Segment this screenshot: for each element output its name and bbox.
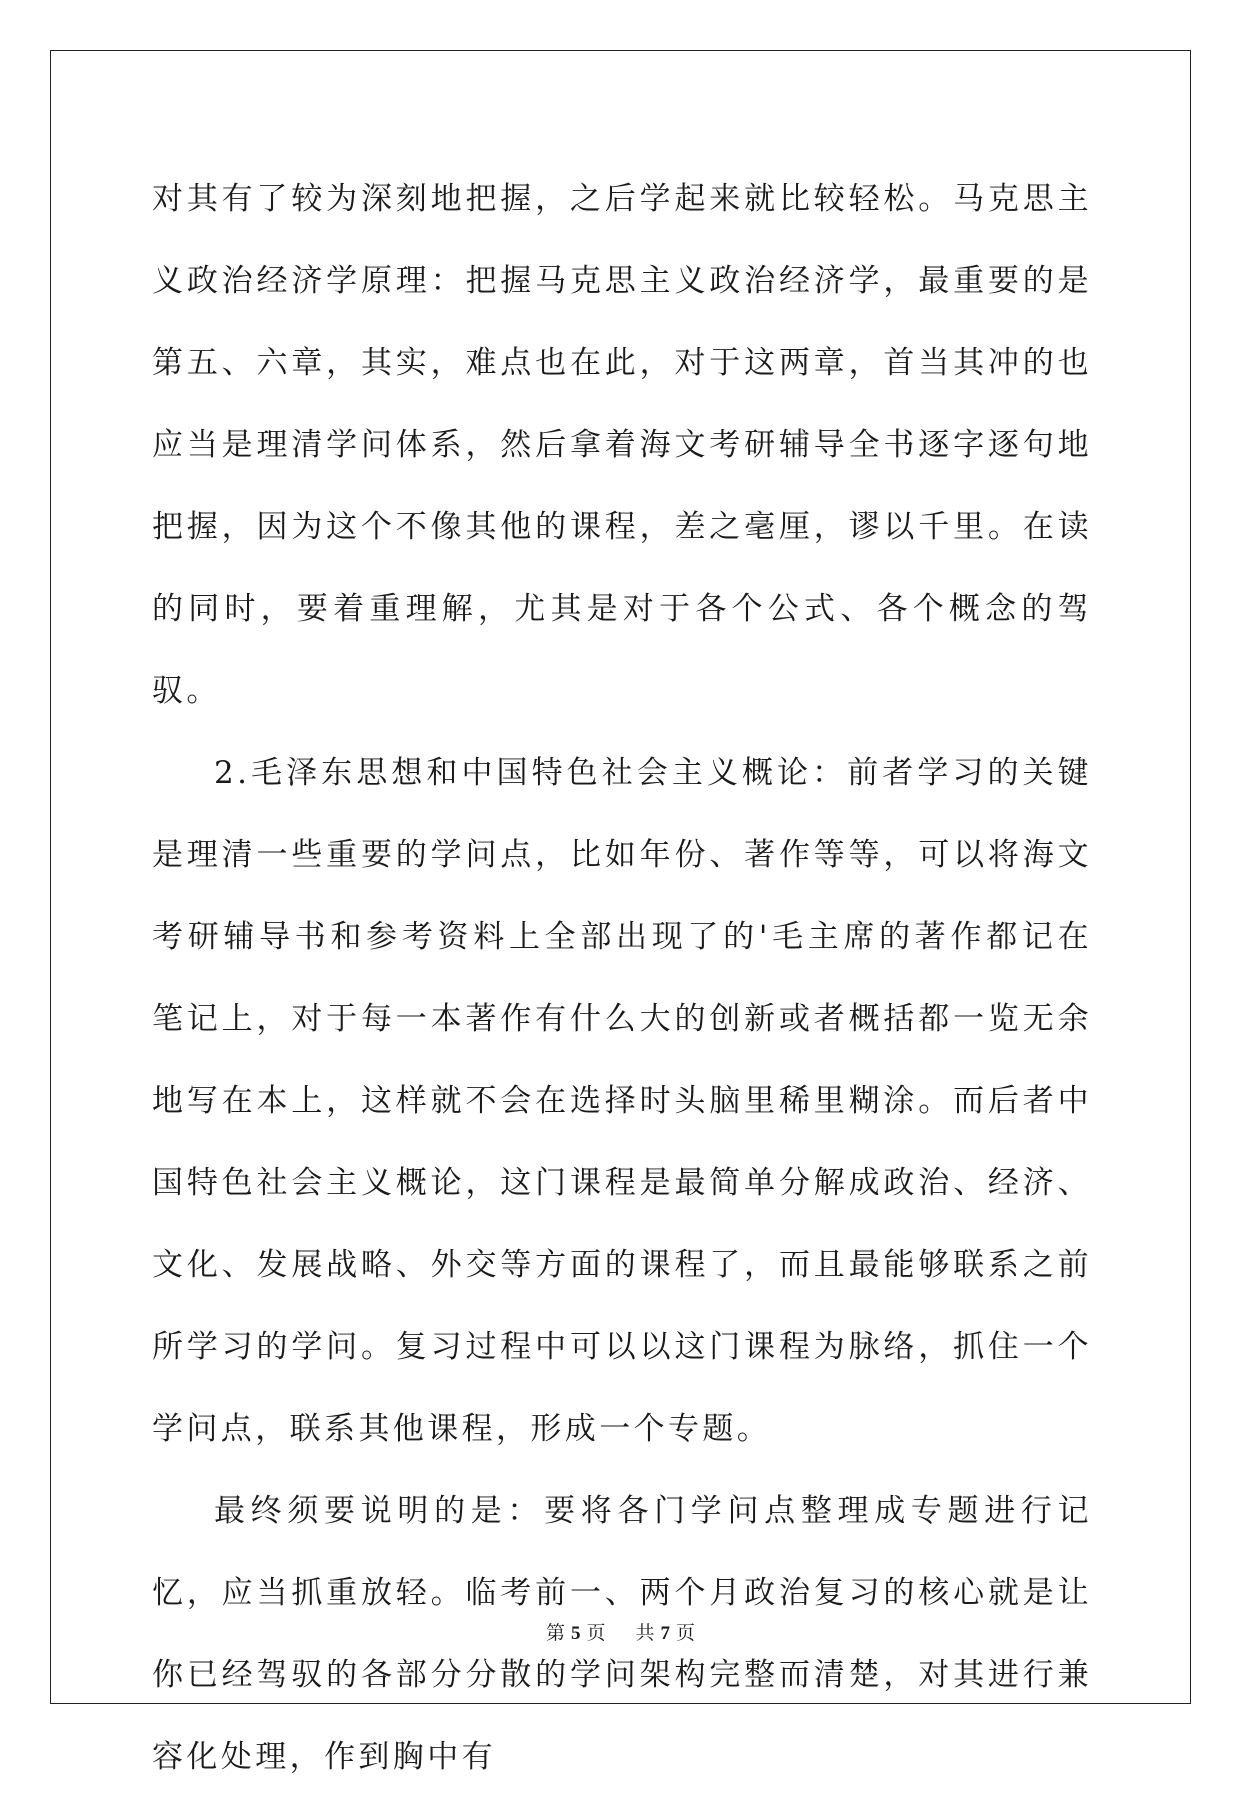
document-body xyxy=(152,158,1092,1798)
total-prefix: 共 xyxy=(635,1622,655,1644)
page-footer xyxy=(0,1618,1241,1645)
page-prefix: 第 xyxy=(545,1622,565,1644)
page-number: 5 xyxy=(570,1623,581,1644)
page-suffix: 页 xyxy=(586,1622,606,1644)
paragraph-1: 对其有了较为深刻地把握，之后学起来就比较轻松。马克思主义政治经济学原理：把握马克思主义政治经济学，最重要的是第五、六章，其实，难点也在此，对于这两章，首当其冲的也应当是理清学问体系，然后拿着海文考研辅导全书逐字逐句地把握，因为这个不像其他的课程，差之毫厘，谬以千里。在读的同时，要着重理解，尤其是对于各个公式、各个概念的驾驭。 xyxy=(152,181,1092,709)
paragraph-3: 最终须要说明的是：要将各门学问点整理成专题进行记忆，应当抓重放轻。临考前一、两个月政治复习的核心就是让你已经驾驭的各部分分散的学问架构完整而清楚，对其进行兼容化处理，作到胸中有 xyxy=(152,1493,1092,1775)
paragraph-2: 2.毛泽东思想和中国特色社会主义概论：前者学习的关键是理清一些重要的学问点，比如年份、著作等等，可以将海文考研辅导书和参考资料上全部出现了的'毛主席的著作都记在笔记上，对于每一本著作有什么大的创新或者概括都一览无余地写在本上，这样就不会在选择时头脑里稀里糊涂。而后者中国特色社会主义概论，这门课程是最简单分解成政治、经济、文化、发展战略、外交等方面的课程了，而且最能够联系之前所学习的学问。复习过程中可以以这门课程为脉络，抓住一个学问点，联系其他课程，形成一个专题。 xyxy=(152,755,1092,1447)
total-indicator xyxy=(630,1622,702,1644)
total-suffix: 页 xyxy=(676,1622,696,1644)
total-number: 7 xyxy=(660,1623,671,1644)
page-indicator xyxy=(540,1622,612,1644)
